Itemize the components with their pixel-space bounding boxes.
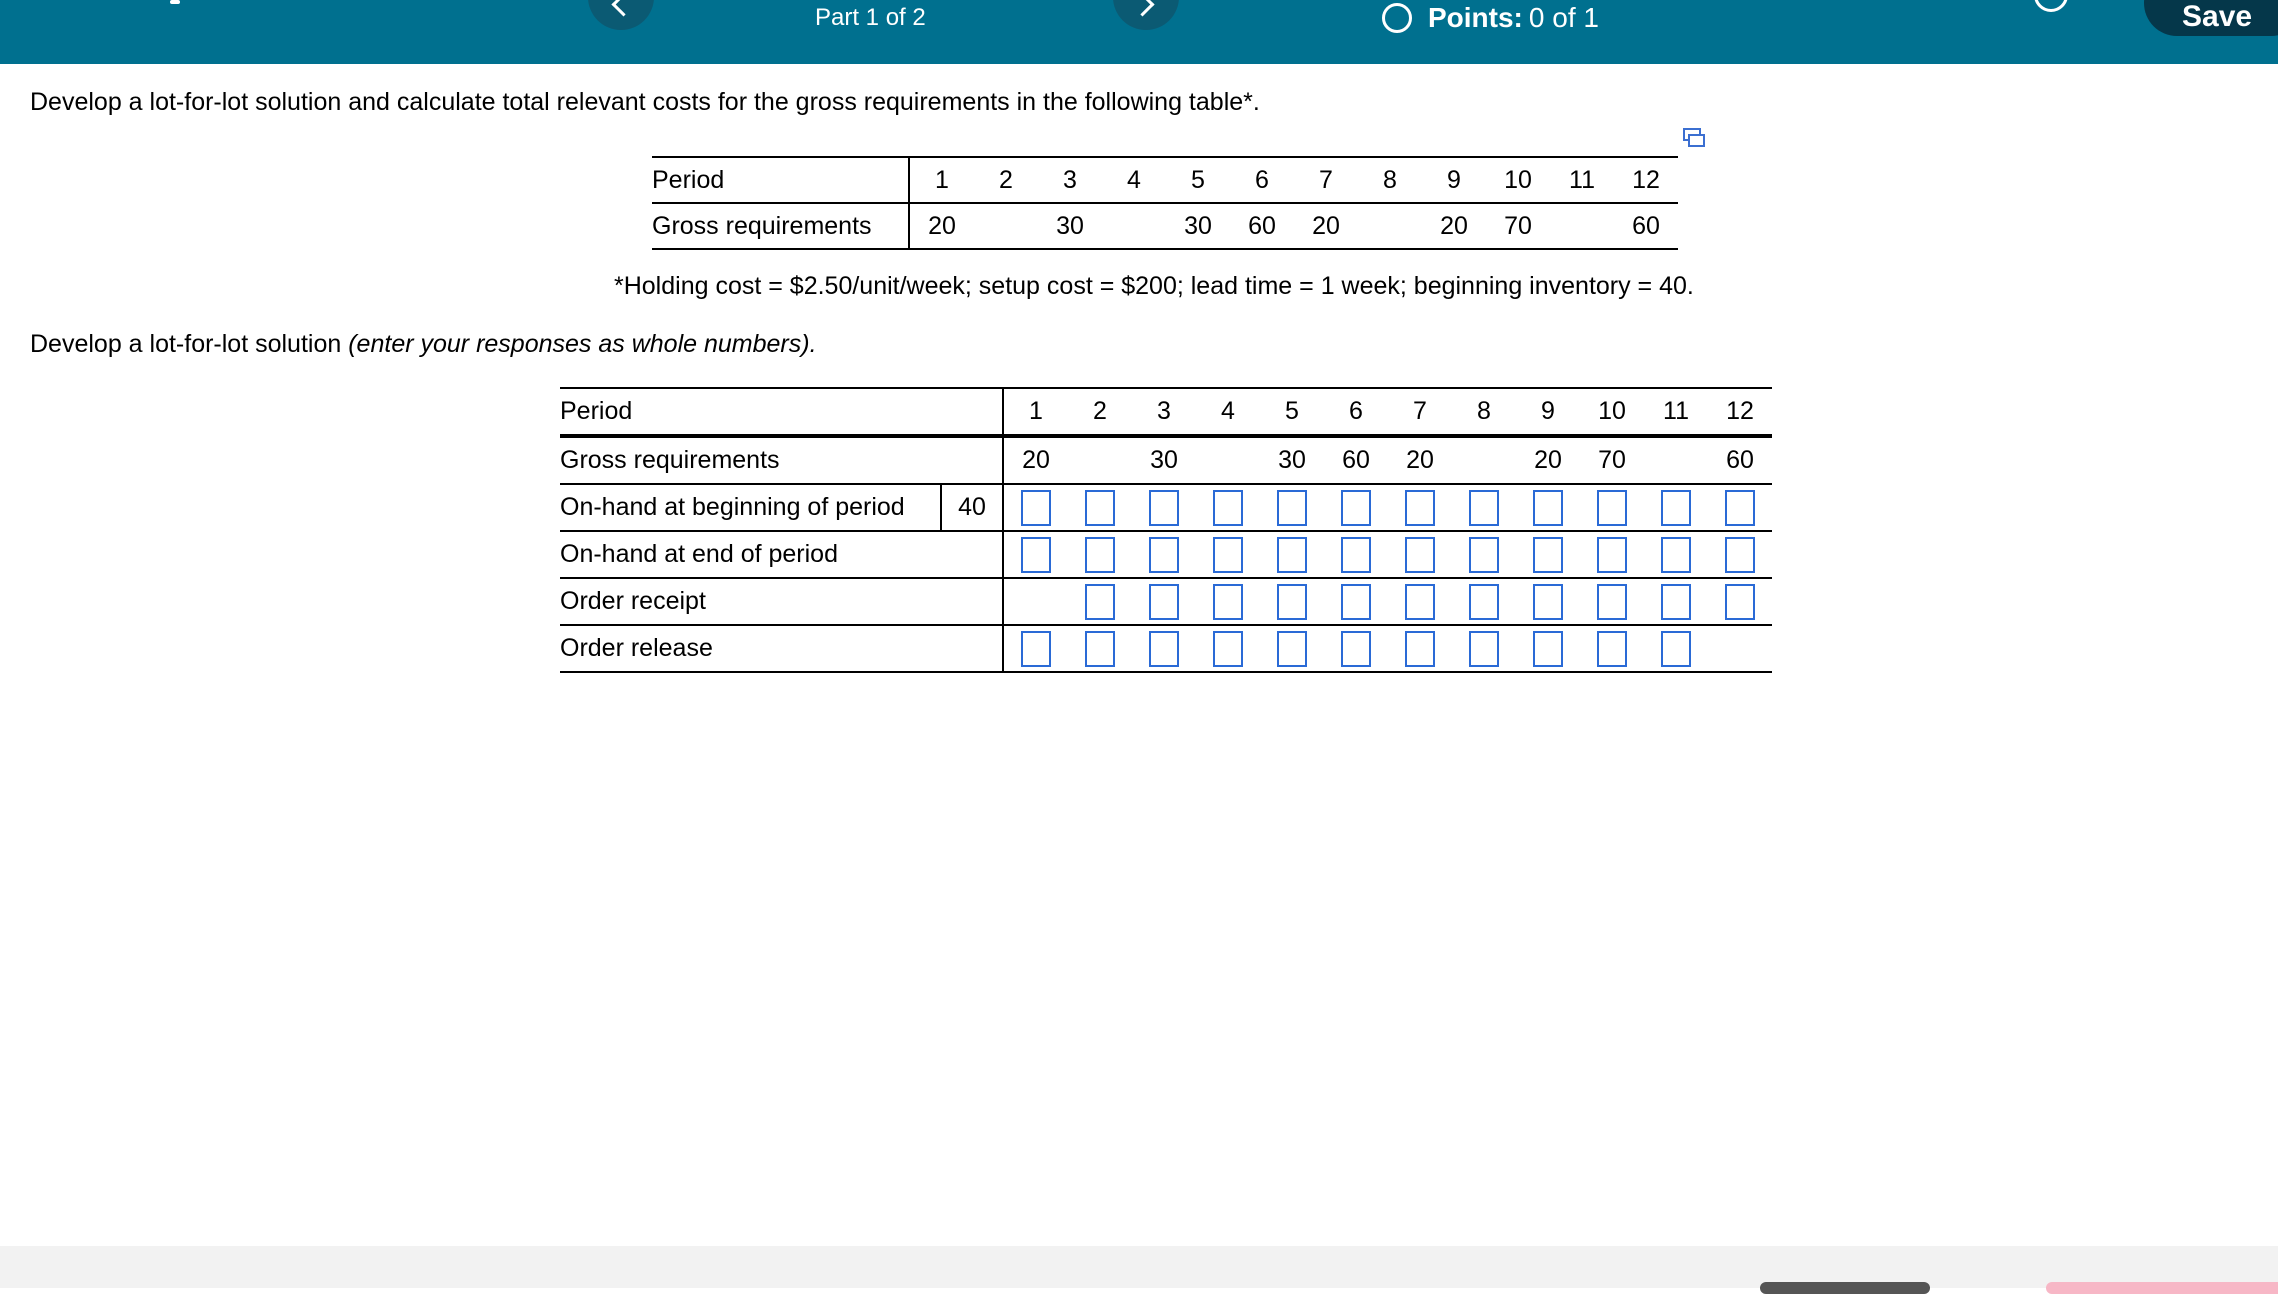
order-receipt-input[interactable] xyxy=(1085,584,1115,620)
order-release-input[interactable] xyxy=(1533,631,1563,667)
order-release-input[interactable] xyxy=(1149,631,1179,667)
onhand-begin-input[interactable] xyxy=(1341,490,1371,526)
period-cell: 9 xyxy=(1516,388,1580,436)
period-cell: 12 xyxy=(1614,157,1678,203)
period-cell: 3 xyxy=(1038,157,1102,203)
order-receipt-input[interactable] xyxy=(1533,584,1563,620)
order-release-input[interactable] xyxy=(1405,631,1435,667)
period-cell: 1 xyxy=(1003,388,1068,436)
gross-cell: 20 xyxy=(1003,436,1068,484)
gross-cell xyxy=(1068,436,1132,484)
points-status xyxy=(1382,2,1599,34)
order-receipt-input[interactable] xyxy=(1469,584,1499,620)
onhand-end-input[interactable] xyxy=(1725,537,1755,573)
onhand-begin-input[interactable] xyxy=(1149,490,1179,526)
points-circle-icon xyxy=(1382,3,1412,33)
chevron-right-icon xyxy=(1130,0,1154,17)
onhand-end-input[interactable] xyxy=(1213,537,1243,573)
instruction-main: Develop a lot-for-lot solution xyxy=(30,330,342,358)
period-cell: 8 xyxy=(1452,388,1516,436)
onhand-begin-input[interactable] xyxy=(1725,490,1755,526)
top-bar xyxy=(0,0,2278,64)
period-cell: 2 xyxy=(974,157,1038,203)
period-cell: 4 xyxy=(1196,388,1260,436)
period-cell: 6 xyxy=(1324,388,1388,436)
period-cell: 6 xyxy=(1230,157,1294,203)
period-cell: 7 xyxy=(1388,388,1452,436)
gross-cell xyxy=(1644,436,1708,484)
menu-icon[interactable] xyxy=(170,0,180,4)
onhand-begin-input[interactable] xyxy=(1533,490,1563,526)
order-release-input[interactable] xyxy=(1341,631,1371,667)
gross-cell xyxy=(1550,203,1614,249)
next-part-button[interactable] xyxy=(1113,0,1179,30)
previous-part-button[interactable] xyxy=(588,0,654,30)
onhand-end-input[interactable] xyxy=(1661,537,1691,573)
onhand-end-input[interactable] xyxy=(1021,537,1051,573)
gross-cell: 60 xyxy=(1708,436,1772,484)
order-release-input[interactable] xyxy=(1021,631,1051,667)
gross-requirements-header: Gross requirements xyxy=(652,203,909,249)
period-cell: 1 xyxy=(909,157,974,203)
gross-cell: 60 xyxy=(1248,211,1276,240)
cost-note: *Holding cost = $2.50/unit/week; setup cost = $200; lead time = 1 week; beginning inventory = 40. xyxy=(614,272,1694,300)
chevron-left-icon xyxy=(611,0,635,17)
gross-cell: 30 xyxy=(1184,211,1212,240)
points-label: Points: xyxy=(1428,2,1523,33)
gross-cell xyxy=(1102,203,1166,249)
order-receipt-input[interactable] xyxy=(1405,584,1435,620)
onhand-begin-input[interactable] xyxy=(1213,490,1243,526)
gross-cell: 20 xyxy=(1388,436,1452,484)
bottom-bar xyxy=(0,1246,2278,1288)
period-cell: 8 xyxy=(1358,157,1422,203)
save-button[interactable]: Save xyxy=(2144,0,2278,36)
lot-for-lot-answer-table xyxy=(560,387,1772,673)
onhand-begin-input[interactable] xyxy=(1021,490,1051,526)
onhand-end-input[interactable] xyxy=(1469,537,1499,573)
gross-cell: 20 xyxy=(1312,211,1340,240)
period-cell: 7 xyxy=(1294,157,1358,203)
order-receipt-input[interactable] xyxy=(1725,584,1755,620)
onhand-begin-input[interactable] xyxy=(1597,490,1627,526)
gross-cell: 60 xyxy=(1324,436,1388,484)
onhand-begin-input[interactable] xyxy=(1405,490,1435,526)
order-receipt-input[interactable] xyxy=(1277,584,1307,620)
order-receipt-input[interactable] xyxy=(1149,584,1179,620)
period-cell: 3 xyxy=(1132,388,1196,436)
onhand-begin-input[interactable] xyxy=(1277,490,1307,526)
period-header: Period xyxy=(560,388,1003,436)
order-receipt-input[interactable] xyxy=(1341,584,1371,620)
gross-cell: 60 xyxy=(1632,211,1660,240)
period-cell: 10 xyxy=(1580,388,1644,436)
copy-table-icon[interactable] xyxy=(1682,127,1706,149)
period-cell: 12 xyxy=(1708,388,1772,436)
period-header: Period xyxy=(652,157,909,203)
onhand-end-input[interactable] xyxy=(1277,537,1307,573)
order-receipt-input[interactable] xyxy=(1213,584,1243,620)
period-cell: 2 xyxy=(1068,388,1132,436)
gross-cell: 30 xyxy=(1260,436,1324,484)
period-cell: 10 xyxy=(1486,157,1550,203)
question-text: Develop a lot-for-lot solution and calculate total relevant costs for the gross requirements in the following table*. xyxy=(30,88,1260,116)
gross-cell xyxy=(1196,436,1260,484)
gross-cell xyxy=(974,203,1038,249)
points-value: 0 of 1 xyxy=(1528,2,1599,33)
onhand-end-input[interactable] xyxy=(1149,537,1179,573)
order-receipt-input[interactable] xyxy=(1661,584,1691,620)
gross-cell: 70 xyxy=(1504,211,1532,240)
onhand-begin-input[interactable] xyxy=(1661,490,1691,526)
gross-requirements-header: Gross requirements xyxy=(560,436,1003,484)
order-release-input[interactable] xyxy=(1469,631,1499,667)
order-receipt-input[interactable] xyxy=(1597,584,1627,620)
period-cell: 4 xyxy=(1102,157,1166,203)
order-release-input[interactable] xyxy=(1213,631,1243,667)
period-cell: 5 xyxy=(1166,157,1230,203)
gross-cell: 30 xyxy=(1056,211,1084,240)
instruction-text xyxy=(30,330,817,359)
gross-cell: 20 xyxy=(928,211,956,240)
given-requirements-table xyxy=(652,156,1678,250)
instruction-italic: (enter your responses as whole numbers). xyxy=(348,330,817,358)
order-release-input[interactable] xyxy=(1085,631,1115,667)
bottom-primary-button[interactable] xyxy=(2046,1282,2278,1294)
part-indicator: Part 1 of 2 xyxy=(815,4,926,31)
order-release-header: Order release xyxy=(560,625,1003,672)
period-cell: 11 xyxy=(1550,157,1614,203)
gross-cell xyxy=(1452,436,1516,484)
initial-on-hand: 40 xyxy=(941,484,1003,531)
gross-cell: 20 xyxy=(1516,436,1580,484)
settings-icon[interactable] xyxy=(2034,0,2068,12)
gross-cell xyxy=(1358,203,1422,249)
gross-cell: 30 xyxy=(1132,436,1196,484)
onhand-end-input[interactable] xyxy=(1533,537,1563,573)
onhand-end-input[interactable] xyxy=(1597,537,1627,573)
onhand-begin-input[interactable] xyxy=(1085,490,1115,526)
onhand-end-header: On-hand at end of period xyxy=(560,531,1003,578)
onhand-end-input[interactable] xyxy=(1341,537,1371,573)
period-cell: 9 xyxy=(1422,157,1486,203)
onhand-end-input[interactable] xyxy=(1405,537,1435,573)
onhand-begin-header: On-hand at beginning of period xyxy=(560,484,941,531)
onhand-end-input[interactable] xyxy=(1085,537,1115,573)
bottom-secondary-button[interactable] xyxy=(1760,1282,1930,1294)
order-release-input[interactable] xyxy=(1277,631,1307,667)
period-cell: 11 xyxy=(1644,388,1708,436)
onhand-begin-input[interactable] xyxy=(1469,490,1499,526)
order-receipt-header: Order receipt xyxy=(560,578,1003,625)
order-release-input[interactable] xyxy=(1597,631,1627,667)
period-cell: 5 xyxy=(1260,388,1324,436)
order-release-input[interactable] xyxy=(1661,631,1691,667)
gross-cell: 20 xyxy=(1440,211,1468,240)
gross-cell: 70 xyxy=(1580,436,1644,484)
